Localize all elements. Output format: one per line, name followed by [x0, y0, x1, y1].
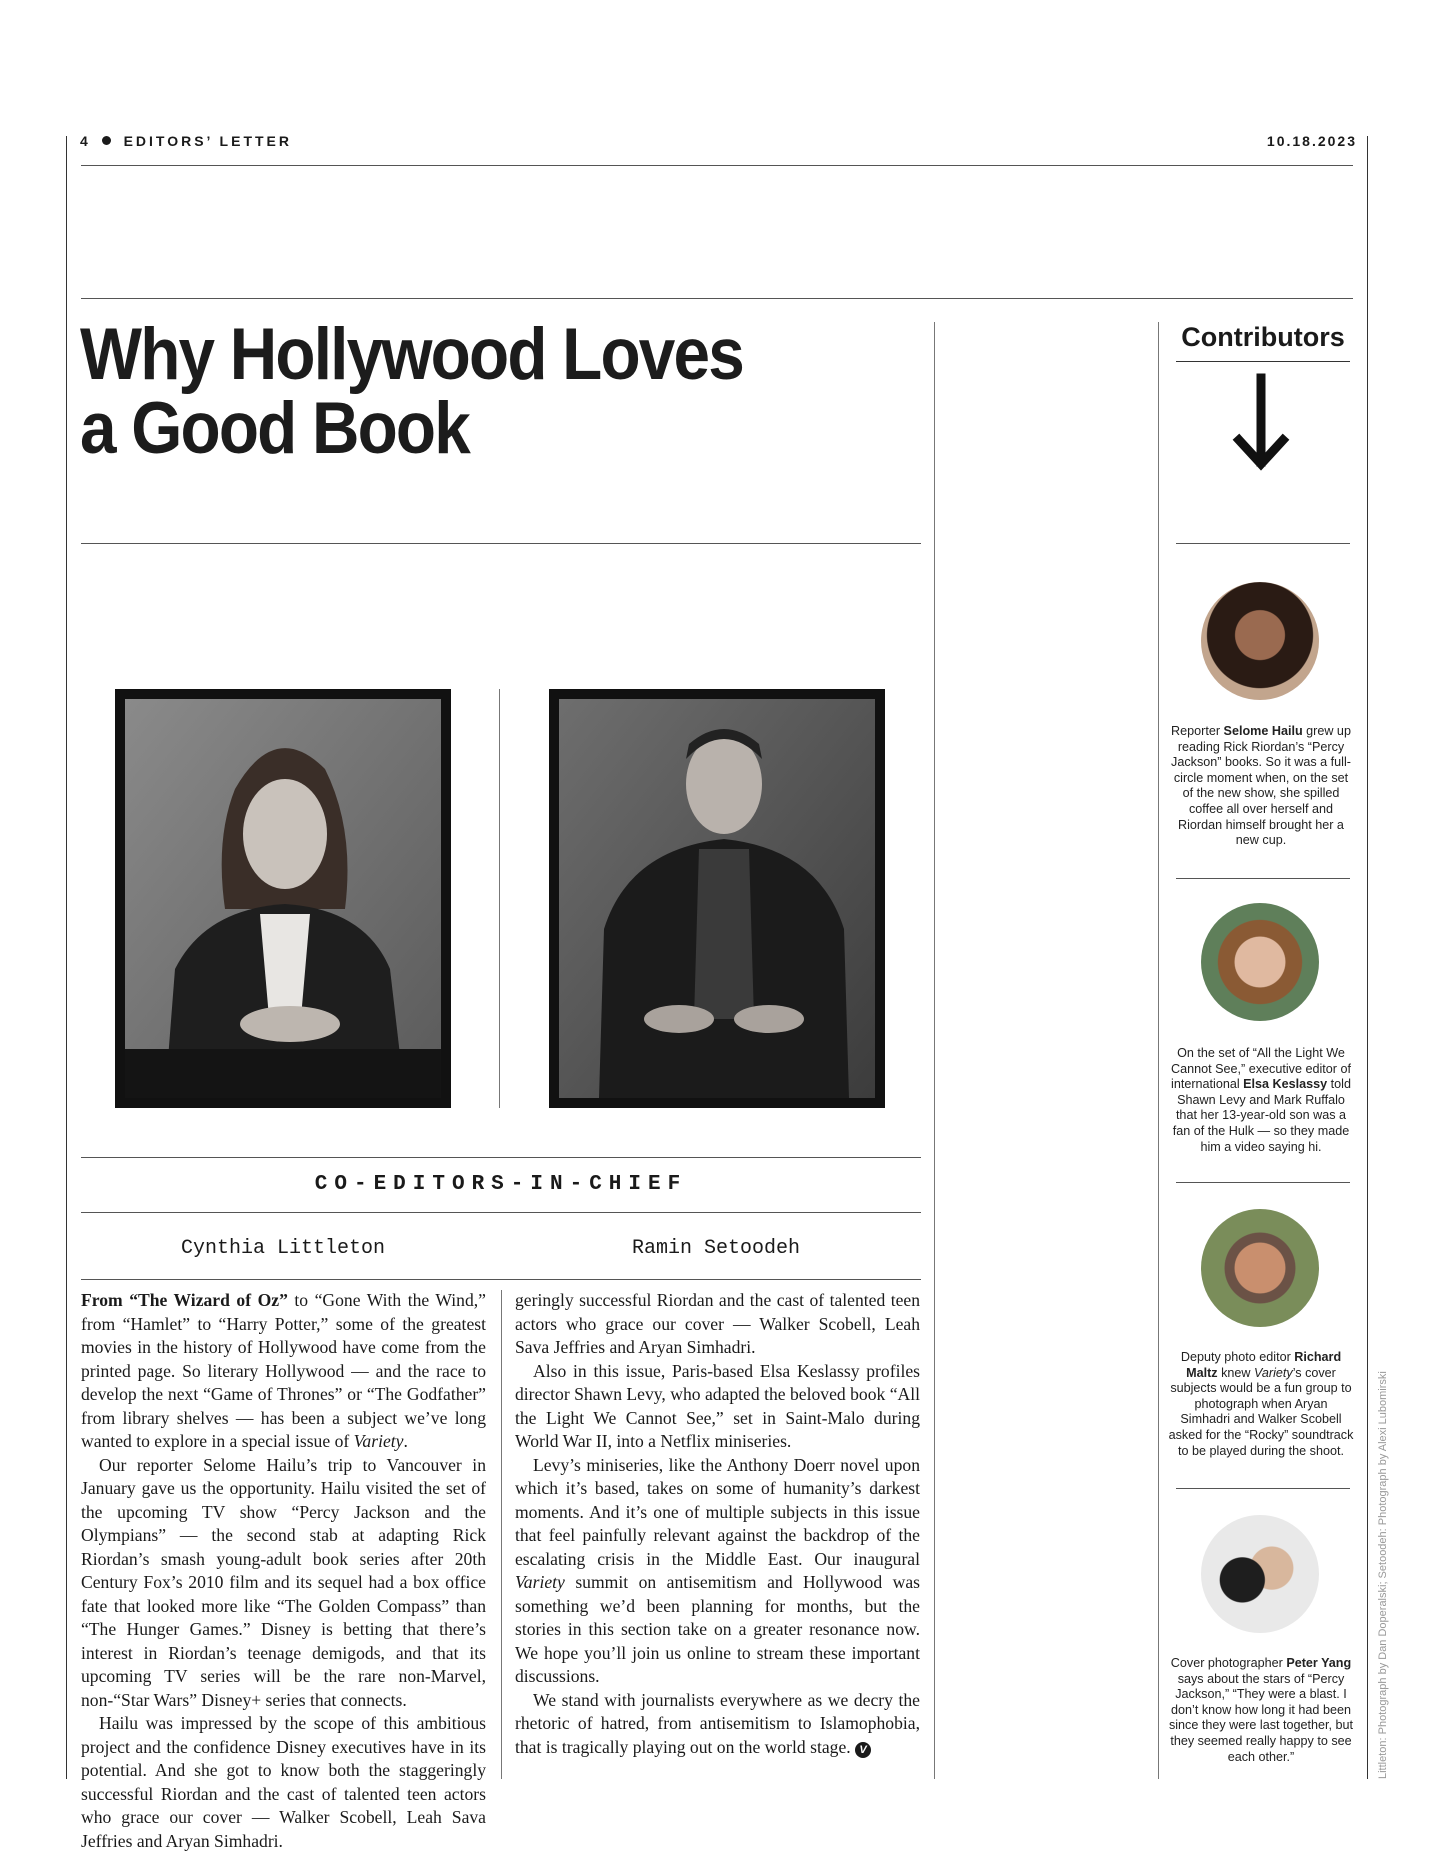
body-text: We stand with journalists everywhere as we decry the rhetoric of hatred, from antisemitism to Islamophobia, that is tragically playing out on the world stage.	[515, 1689, 920, 1757]
contributor-caption	[1168, 1046, 1354, 1155]
caption-text: grew up reading Rick Riordan’s “Percy Jackson” books. So it was a full-circle moment when, on the set of the new show, she spilled coffee all over herself and Riordan himself brought her a new cup.	[1171, 724, 1351, 848]
contributor-rule	[1176, 1488, 1350, 1489]
section-label: EDITORS’ LETTER	[123, 133, 293, 149]
caption-text: says about the stars of “Percy Jackson,” “They were a blast. I don’t know how long it had been since they were last together, but they seemed really happy to see each other.”	[1168, 1671, 1354, 1764]
page-left-border	[66, 136, 67, 1779]
caption-text: Reporter	[1171, 724, 1224, 738]
title-line-1: Why Hollywood Loves	[80, 314, 744, 395]
arrow-down-icon	[1233, 374, 1289, 474]
variety-end-mark-icon: V	[855, 1742, 871, 1758]
editors-top-rule	[81, 1157, 921, 1158]
body-paragraph: Hailu was impressed by the scope of this ambitious project and the confidence Disney executives have in its potential. And she got to know both the staggeringly successful Riordan and the cast of talented teen actors who grace our cover — Walker Scobell, Leah Sava Jeffries and Aryan Simhadri.	[81, 1713, 486, 1851]
caption-text: told Shawn Levy and Mark Ruffalo that her 13-year-old son was a fan of the Hulk — so they made him a video saying hi.	[1172, 1077, 1351, 1154]
issue-date: 10.18.2023	[1266, 133, 1357, 149]
editors-bottom-rule	[81, 1279, 921, 1280]
contributors-heading: Contributors	[1181, 322, 1345, 352]
portrait-photo	[559, 699, 875, 1098]
publication-name: Variety	[353, 1431, 404, 1451]
body-text: to “Gone With the Wind,” from “Hamlet” to “Harry Potter,” some of the greatest movies in the history of Hollywood have come from the printed page. So literary Hollywood — and the race to develop the next “Game of Thrones” or “The Godfather” from library shelves — has been a subject we’ve long wanted to explore in a special issue of	[81, 1290, 486, 1451]
body-column-divider	[501, 1290, 502, 1779]
sidebar-divider	[1158, 322, 1159, 1779]
body-paragraph: Also in this issue, Paris-based Elsa Keslassy profiles director Shawn Levy, who adapted the beloved book “All the Light We Cannot See,” set in Saint-Malo during World War II, into a Netflix miniseries.	[515, 1360, 920, 1451]
body-paragraph: Our reporter Selome Hailu’s trip to Vancouver in January gave us the opportunity. Hailu visited the set of the upcoming TV show “Percy Jackson and the Olympians” — the second stab at adapting Rick Riordan’s smash young-adult book series after 20th Century Fox’s 2010 film and its sequel had a box office fate that looked more like “The Golden Compass” than “The Hunger Games.” Disney is betting that there’s interest in Riordan’s teenage demigods, and that its upcoming TV series will be the rare non-Marvel, non-“Star Wars” Disney+ series that connects.	[81, 1454, 486, 1710]
photo-credit: Littleton: Photograph by Dan Doperalski; Setoodeh: Photograph by Alexi Lubomirski	[1377, 1371, 1389, 1779]
contributor-caption	[1168, 1350, 1354, 1459]
body-text: .	[403, 1431, 408, 1451]
bullet-icon	[102, 136, 111, 145]
portrait-cynthia-littleton	[115, 689, 451, 1108]
avatar-selome-hailu	[1201, 582, 1319, 700]
editors-mid-rule	[81, 1212, 921, 1213]
contributors-rule	[1176, 361, 1350, 362]
lead-in: From “The Wizard of Oz”	[81, 1290, 288, 1310]
avatar-richard-maltz	[1201, 1209, 1319, 1327]
caption-text: ’s cover subjects would be a fun group to photograph when Aryan Simhadri and Walker Scobell asked for the “Rocky” soundtrack to be played during the shoot.	[1168, 1365, 1354, 1458]
portrait-ramin-setoodeh	[549, 689, 885, 1108]
title-rule	[81, 543, 921, 544]
avatar-peter-yang	[1201, 1515, 1319, 1633]
top-rule	[81, 298, 1353, 299]
contributor-name: Selome Hailu	[1223, 724, 1303, 738]
page-kicker	[80, 133, 292, 149]
contributor-rule	[1176, 878, 1350, 879]
publication-name: Variety	[515, 1572, 565, 1592]
contributors-rule	[1176, 543, 1350, 544]
body-column-2	[515, 1289, 920, 1759]
page-number: 4	[80, 133, 91, 149]
editor-name-ramin: Ramin Setoodeh	[631, 1237, 801, 1260]
publication-name: Variety	[1253, 1365, 1293, 1380]
caption-text: knew	[1217, 1365, 1254, 1380]
contributor-rule	[1176, 1182, 1350, 1183]
body-paragraph	[515, 1454, 920, 1689]
contributor-name: Elsa Keslassy	[1243, 1077, 1328, 1092]
contributor-name: Richard Maltz	[1186, 1350, 1342, 1380]
caption-text: Deputy photo editor	[1180, 1350, 1295, 1364]
page-title	[80, 314, 744, 469]
page-right-border	[1367, 136, 1368, 1779]
portrait-divider	[499, 689, 500, 1108]
body-text: summit on antisemitism and Hollywood was something we’d been planning for months, but the stories in this section take on a greater resonance now. We hope you’ll join us online to stream these important discussions.	[515, 1572, 920, 1686]
main-column-divider	[934, 322, 935, 1779]
editor-name-cynthia: Cynthia Littleton	[180, 1237, 386, 1260]
body-column-1	[81, 1289, 486, 1851]
body-text: Levy’s miniseries, like the Anthony Doerr novel upon which it’s based, takes on some of humanity’s darkest moments. And it’s one of multiple subjects in this issue that feel painfully relevant against the backdrop of the escalating crisis in the Middle East. Our inaugural	[515, 1454, 920, 1569]
avatar-elsa-keslassy	[1201, 903, 1319, 1021]
contributor-caption	[1168, 1656, 1354, 1765]
contributor-caption	[1168, 724, 1354, 849]
contributor-name: Peter Yang	[1286, 1656, 1352, 1670]
body-paragraph	[81, 1289, 486, 1454]
portrait-photo	[125, 699, 441, 1098]
header-rule	[81, 165, 1353, 166]
body-paragraph-continued: geringly successful Riordan and the cast of talented teen actors who grace our cover — Walker Scobell, Leah Sava Jeffries and Aryan Simhadri.	[515, 1290, 920, 1357]
title-line-2: a Good Book	[80, 388, 469, 469]
caption-text: Cover photographer	[1170, 1656, 1287, 1670]
caption-text: On the set of “All the Light We Cannot See,” executive editor of international	[1171, 1046, 1351, 1092]
body-paragraph	[515, 1689, 920, 1760]
co-editors-label: CO-EDITORS-IN-CHIEF	[314, 1173, 688, 1196]
